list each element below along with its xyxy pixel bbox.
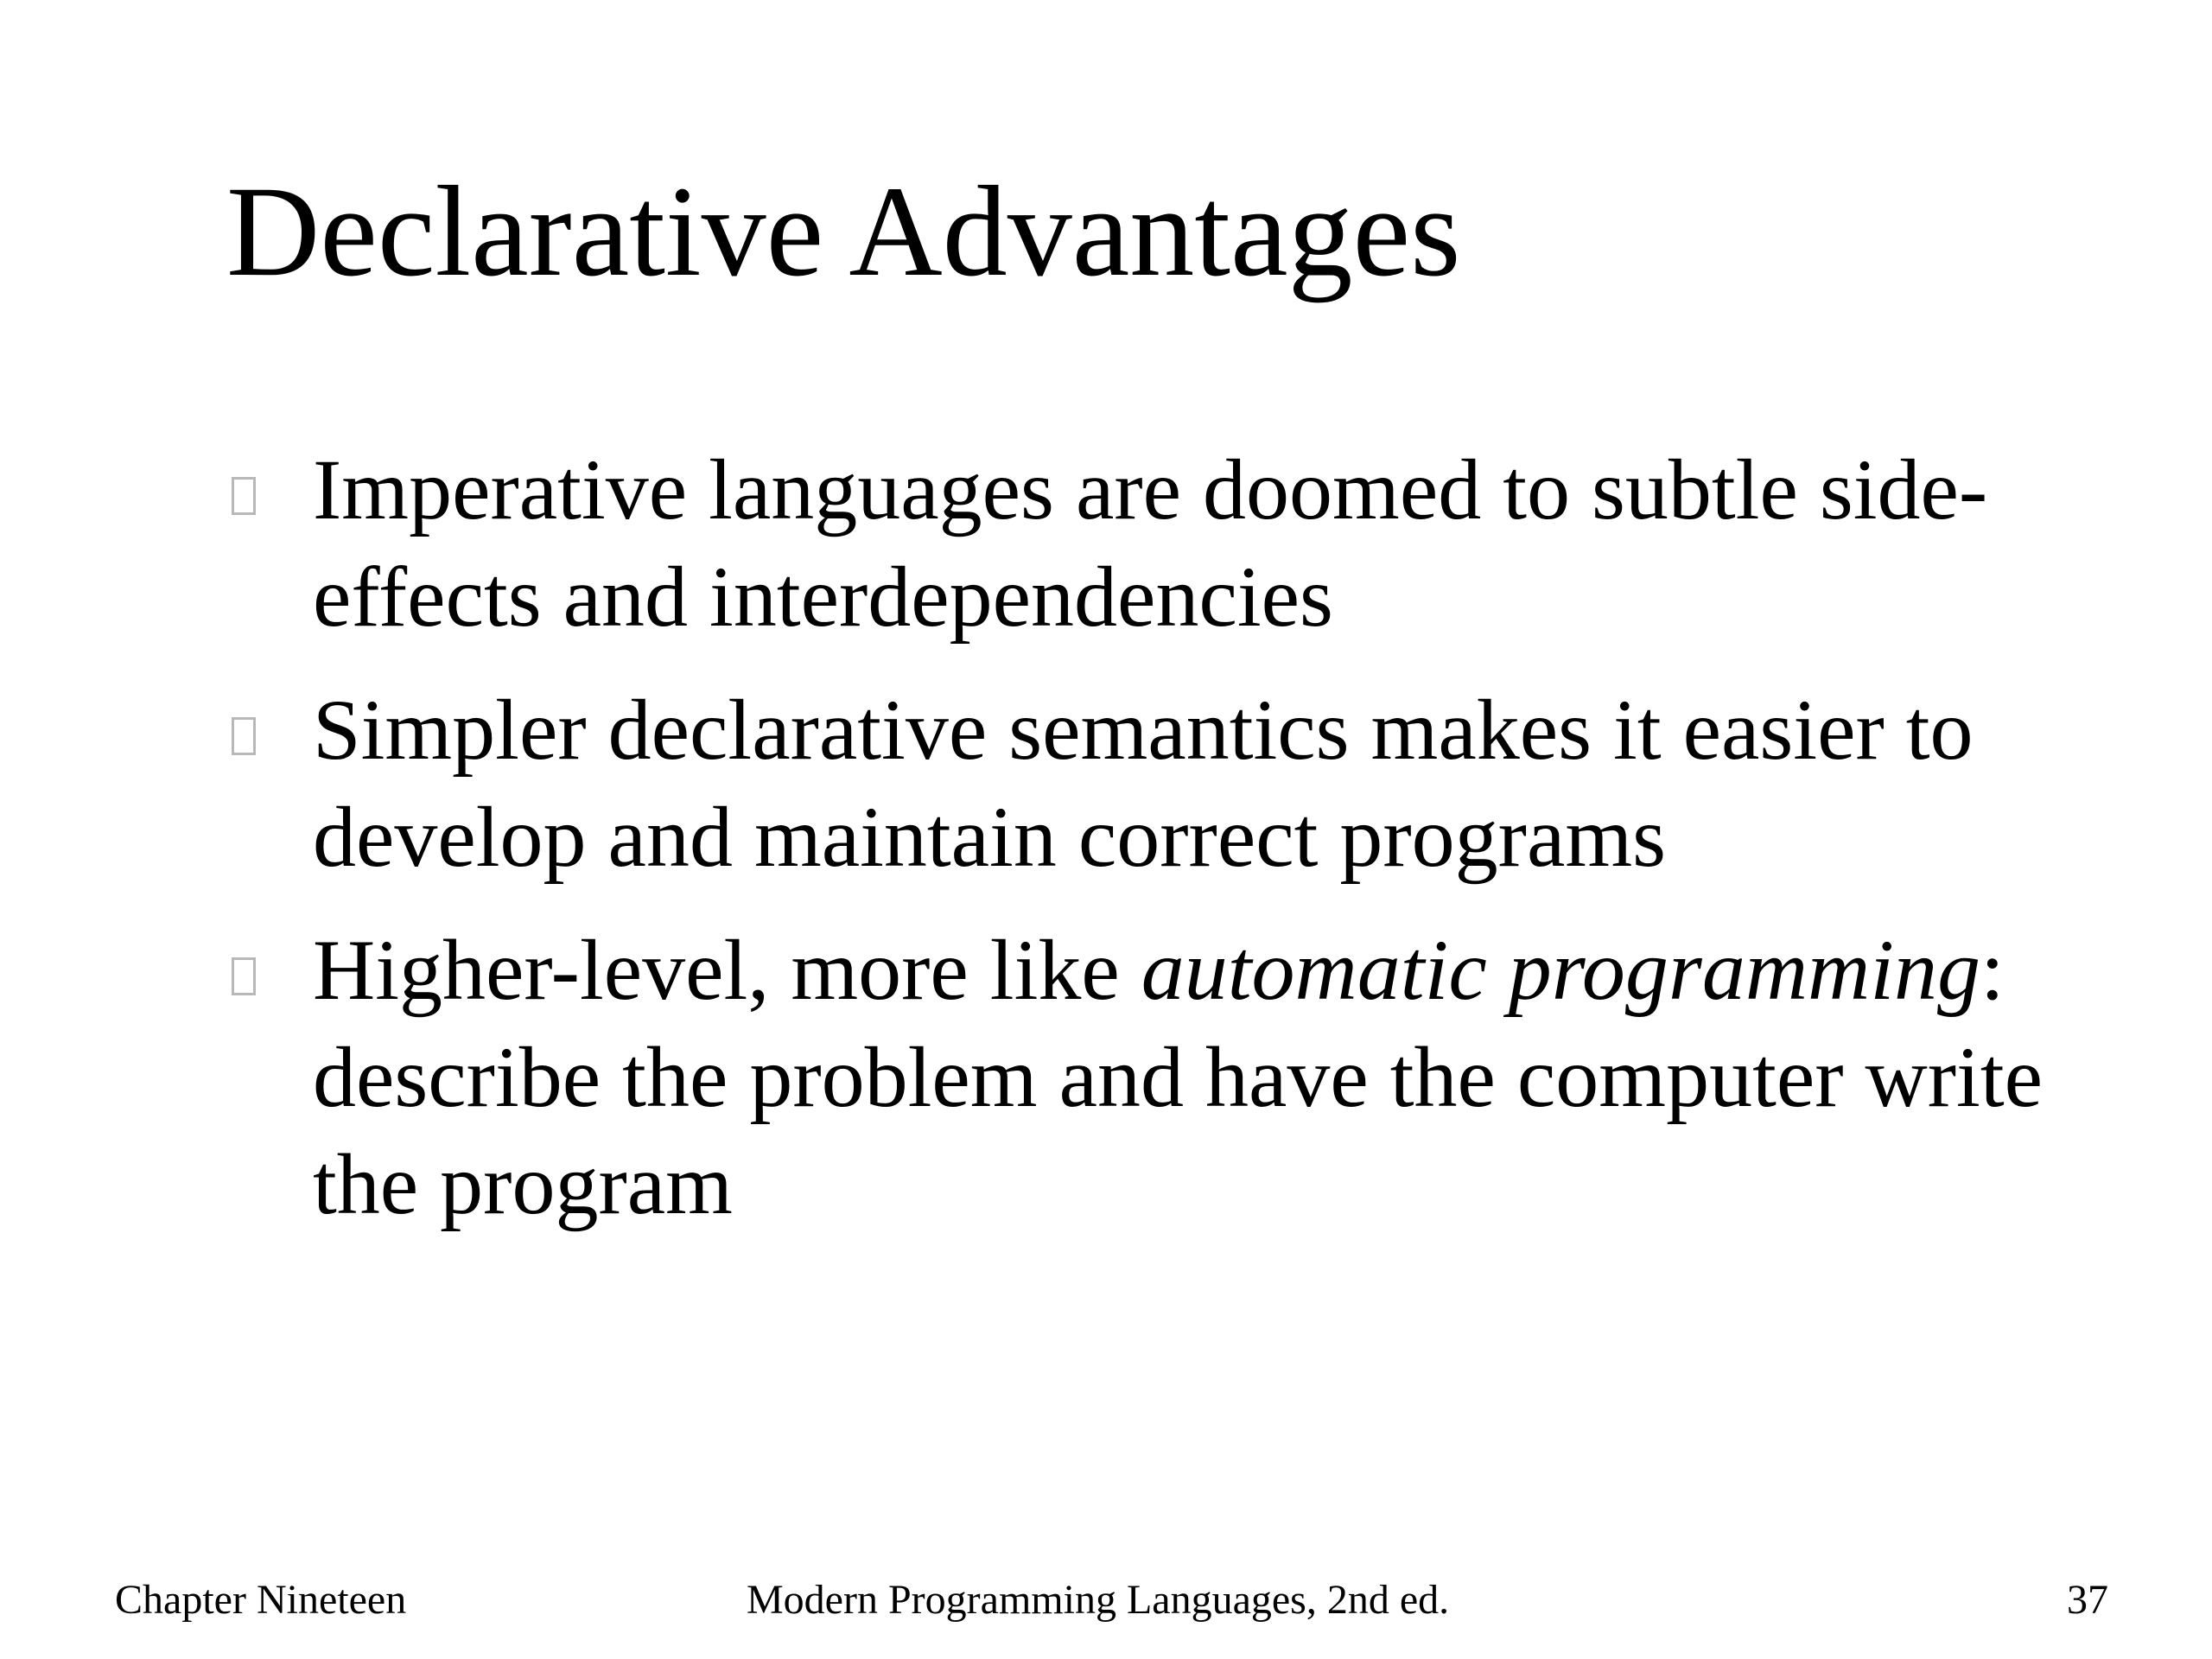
footer-page-number: 37 xyxy=(2067,1577,2108,1623)
bullet-item xyxy=(226,917,2084,1238)
bullet-item xyxy=(226,677,2084,891)
bullet-text-start: Higher-level, more like xyxy=(313,922,1141,1018)
bullet-square-icon xyxy=(232,477,256,515)
bullet-square-icon xyxy=(232,717,256,755)
bullet-item xyxy=(226,436,2084,651)
bullet-text: Simpler declarative semantics makes it easier to develop and maintain correct programs xyxy=(313,682,1974,885)
slide-title: Declarative Advantages xyxy=(226,160,1461,303)
footer-book-title: Modern Programming Languages, 2nd ed. xyxy=(747,1577,1450,1623)
bullet-text: Imperative languages are doomed to subtle side-effects and interdependencies xyxy=(313,442,1988,645)
bullet-square-icon xyxy=(232,957,256,995)
bullet-text-italic: automatic programming xyxy=(1141,922,1981,1018)
bullet-text-end: : describe the problem and have the computer write the program xyxy=(313,922,2044,1232)
bullet-list xyxy=(226,436,2084,1264)
footer-chapter: Chapter Nineteen xyxy=(115,1577,407,1623)
